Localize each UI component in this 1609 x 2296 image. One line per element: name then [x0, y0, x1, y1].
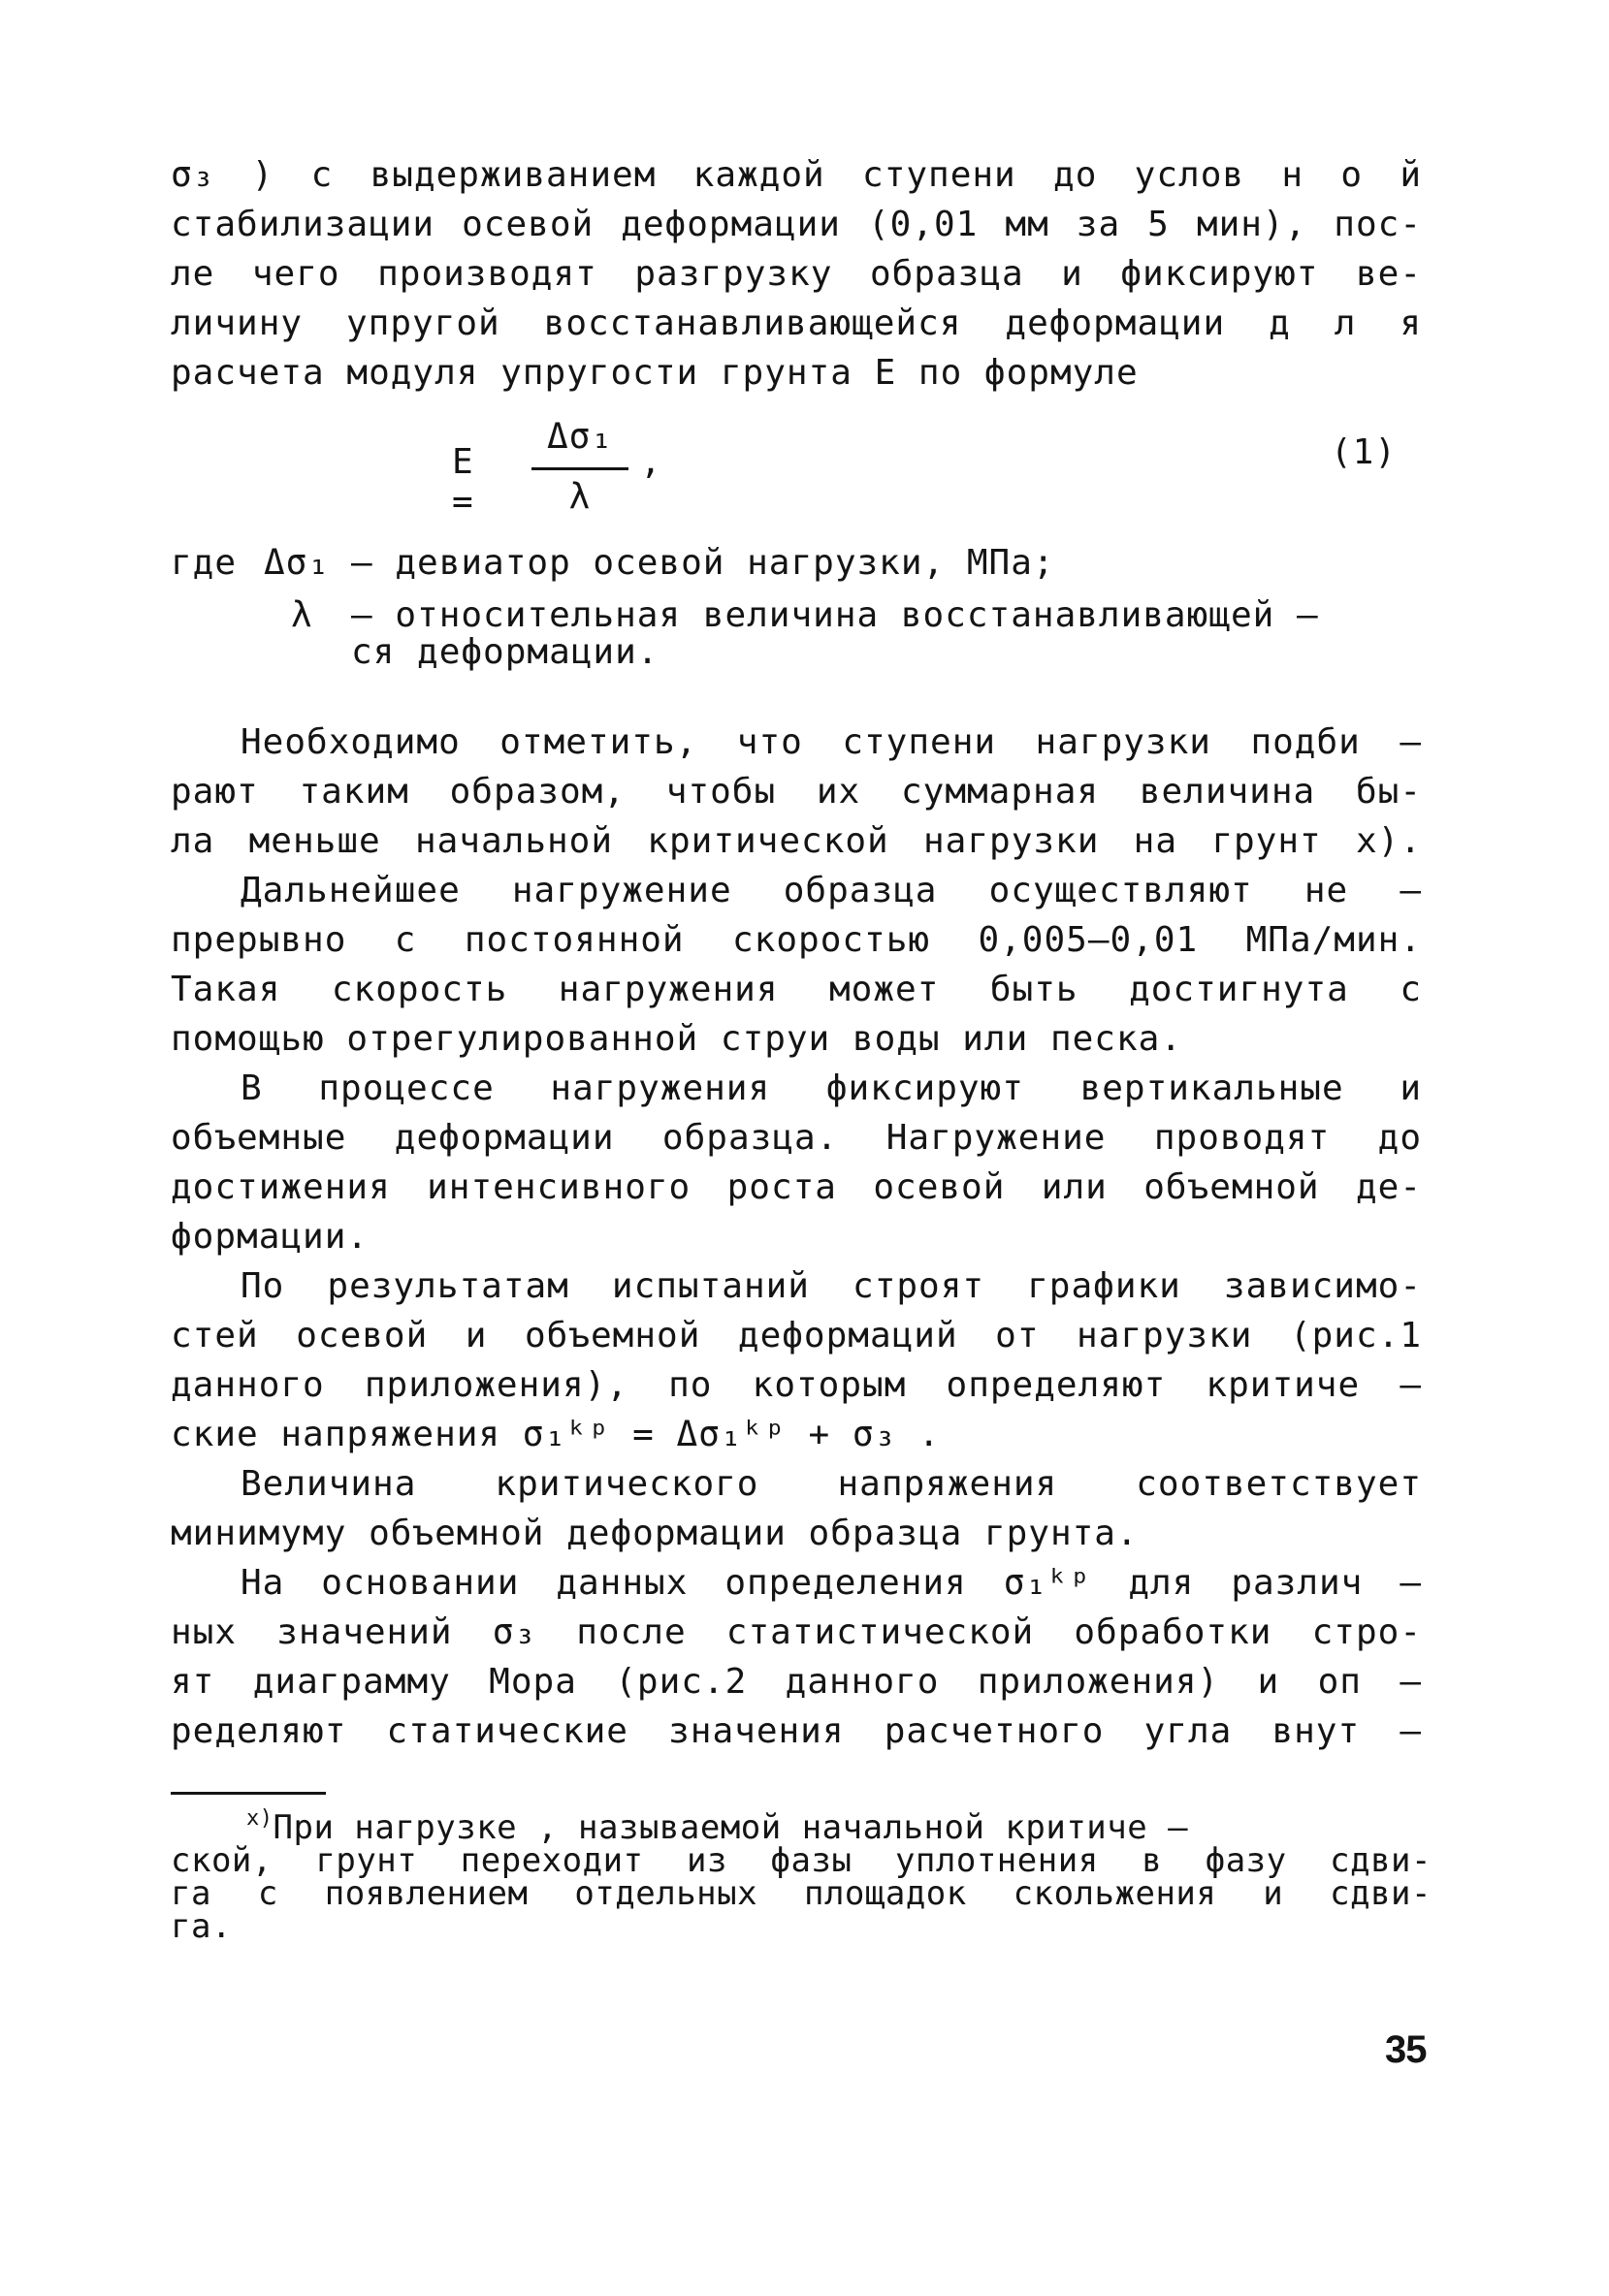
- footnote-text: При нагрузке , называемой начальной критиче –: [273, 1808, 1189, 1847]
- footnote-line: ской, грунт переходит из фазы уплотнения в фазу сдви-: [171, 1841, 1432, 1880]
- text-line: рают таким образом, чтобы их суммарная величина бы-: [171, 772, 1422, 812]
- formula-lhs: E =: [452, 442, 474, 522]
- text-line: прерывно с постоянной скоростью 0,005–0,01 МПа/мин.: [171, 920, 1422, 960]
- fraction-bar: [531, 467, 628, 470]
- paragraph-critical-stress: [171, 1459, 1422, 1558]
- paragraph-deformations: [171, 1064, 1422, 1261]
- formula-denominator: λ: [568, 477, 592, 517]
- text-line: стабилизации осевой деформации (0,01 мм за 5 мин), пос-: [171, 205, 1422, 244]
- footnote-rule: [171, 1792, 326, 1795]
- text-line: объемные деформации образца. Нагружение проводят до: [171, 1118, 1422, 1158]
- text-line: В процессе нагружения фиксируют вертикальные и: [241, 1068, 1422, 1108]
- text-line: личину упругой восстанавливающейся деформации д л я: [171, 303, 1422, 343]
- text-line: минимуму объемной деформации образца грунта.: [171, 1514, 1139, 1553]
- definition-text: – девиатор осевой нагрузки, МПа;: [351, 543, 1055, 583]
- text-line: формации.: [171, 1217, 370, 1257]
- text-line: достижения интенсивного роста осевой или объемной де-: [171, 1167, 1422, 1207]
- footnote-line: га с появлением отдельных площадок скольжения и сдви-: [171, 1874, 1432, 1913]
- footnote-line: га.: [171, 1907, 232, 1946]
- equation-number: (1): [1331, 432, 1398, 472]
- paragraph-graphs: [171, 1261, 1422, 1459]
- formula-numerator: Δσ₁: [546, 417, 614, 457]
- text-line: ла меньше начальной критической нагрузки на грунт x).: [171, 821, 1422, 861]
- definition-text: – относительная величина восстанавливающей –: [351, 595, 1319, 635]
- paragraph-mohr-diagram: [171, 1558, 1422, 1756]
- text-line: Величина критического напряжения соответствует: [241, 1464, 1422, 1504]
- text-line: ных значений σ₃ после статистической обработки стро-: [171, 1612, 1422, 1652]
- text-line: Дальнейшее нагружение образца осуществляют не –: [241, 871, 1422, 910]
- footnote: [171, 1806, 1432, 1946]
- paragraph-loading-rate: [171, 866, 1422, 1064]
- definition-symbol: Δσ₁: [264, 543, 331, 583]
- definition-symbol: λ: [291, 595, 313, 635]
- paragraph-load-steps: [171, 718, 1422, 866]
- text-line: стей осевой и объемной деформаций от нагрузки (рис.1: [171, 1316, 1422, 1355]
- text-line: σ₃ ) с выдерживанием каждой ступени до услов н о й: [171, 155, 1422, 195]
- where-label: где: [171, 543, 238, 583]
- paragraph-continuation: [171, 150, 1422, 398]
- text-line: ределяют статические значения расчетного угла внут –: [171, 1711, 1422, 1751]
- text-line: ят диаграмму Мора (рис.2 данного приложения) и оп –: [171, 1662, 1422, 1702]
- text-line: По результатам испытаний строят графики зависимо-: [241, 1266, 1422, 1306]
- text-line: На основании данных определения σ₁ᵏᵖ для различ –: [241, 1563, 1422, 1603]
- page-number: 35: [1385, 2028, 1427, 2071]
- text-line: Такая скорость нагружения может быть достигнута с: [171, 970, 1422, 1009]
- text-line: расчета модуля упругости грунта E по формуле: [171, 353, 1139, 393]
- footnote-line: [171, 1806, 1432, 1847]
- footnote-marker: x): [246, 1806, 274, 1831]
- formula-comma: ,: [640, 442, 662, 482]
- text-line: ле чего производят разгрузку образца и фиксируют ве-: [171, 254, 1422, 294]
- text-line: ские напряжения σ₁ᵏᵖ = Δσ₁ᵏᵖ + σ₃ .: [171, 1415, 941, 1454]
- text-line: помощью отрегулированной струи воды или песка.: [171, 1019, 1182, 1059]
- text-line: данного приложения), по которым определяют критиче –: [171, 1365, 1422, 1405]
- text-line: Необходимо отметить, что ступени нагрузки подби –: [241, 722, 1422, 762]
- definition-text: ся деформации.: [351, 632, 660, 672]
